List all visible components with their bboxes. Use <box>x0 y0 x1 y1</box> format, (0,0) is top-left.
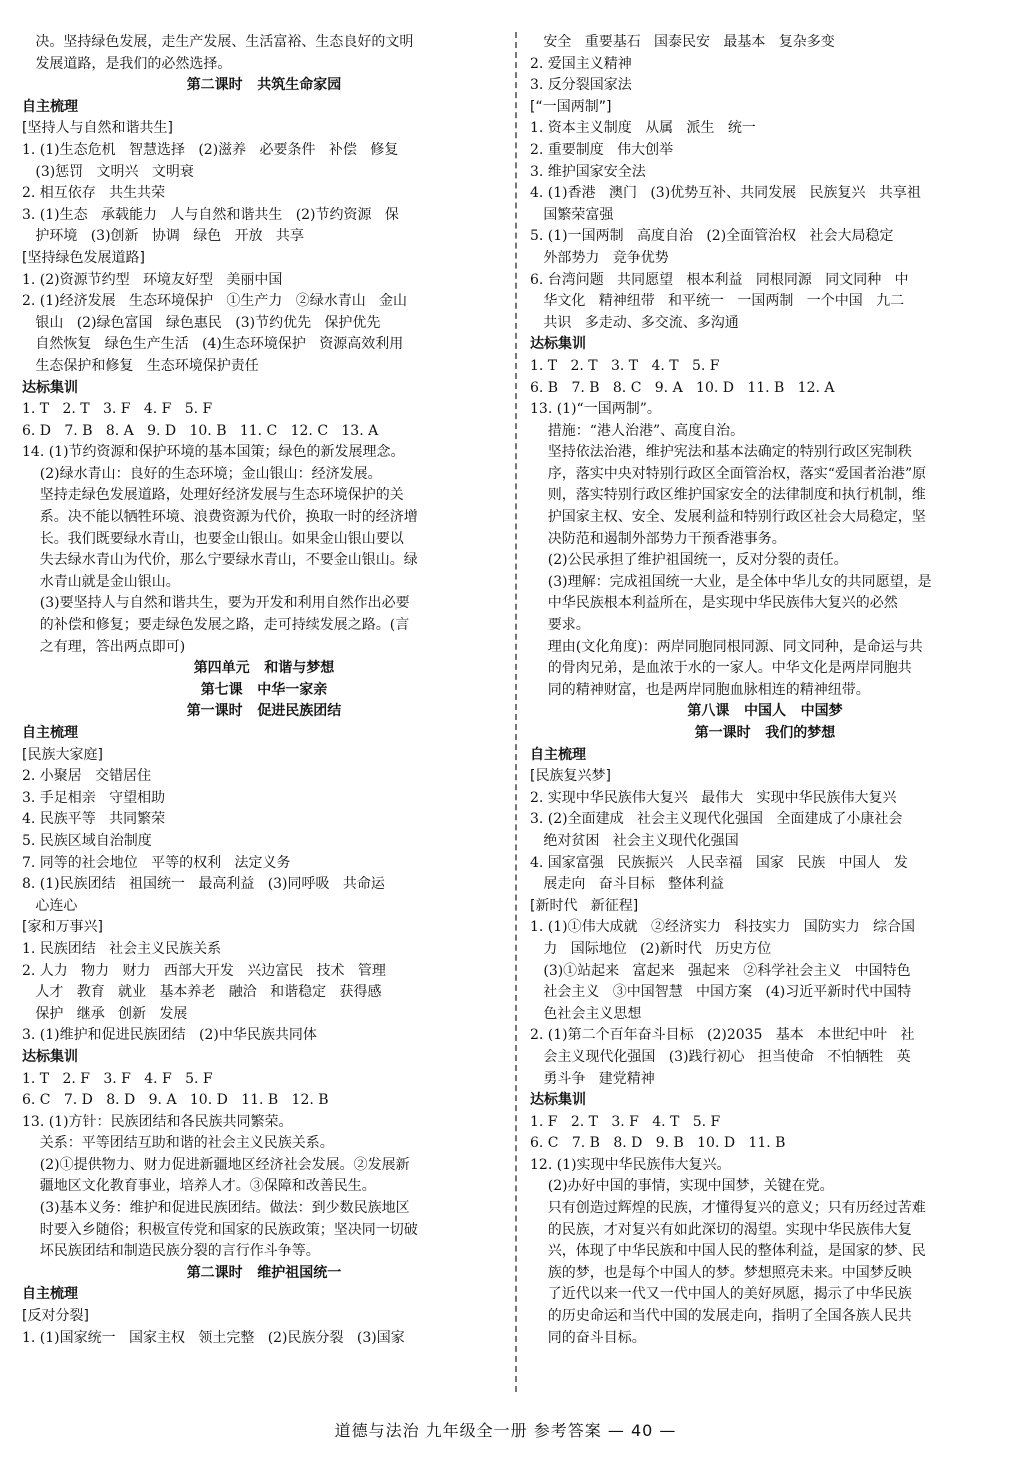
right-text-line: 4. 国家富强 民族振兴 人民幸福 国家 民族 中国人 发 <box>530 854 908 871</box>
left-section-label: 达标集训 <box>22 379 78 396</box>
left-text-line: 1. (1)生态危机 智慧选择 (2)滋养 必要条件 补偿 修复 <box>22 141 399 158</box>
right-text-line: 外部势力 竞争优势 <box>530 249 669 266</box>
page-footer: 道德与法治 九年级全一册 参考答案 — 40 — <box>334 1421 677 1440</box>
left-section-label: 自主梳理 <box>22 725 78 741</box>
left-text-line: 5. 民族区域自治制度 <box>22 832 152 849</box>
right-text-line: 2. (1)第二个百年奋斗目标 (2)2035 基本 本世纪中叶 社 <box>530 1027 915 1044</box>
left-heading: 第二课时 共筑生命家园 <box>186 77 342 94</box>
right-subsection-label: [“一国两制”] <box>530 98 612 115</box>
right-text-line: 的骨肉兄弟，是血浓于水的一家人。中华文化是两岸同胞共 <box>530 660 912 677</box>
left-text-line: 2. 人力 物力 财力 西部大开发 兴边富民 技术 管理 <box>22 962 386 979</box>
right-text-line: 1. T 2. T 3. T 4. T 5. F <box>530 357 720 374</box>
left-text-line: 自然恢复 绿色生产生活 (4)生态环境保护 资源高效利用 <box>22 336 404 353</box>
left-text-line: 长。我们既要绿水青山，也要金山银山。如果金山银山要以 <box>22 530 404 547</box>
right-section-label: 达标集训 <box>530 336 586 353</box>
right-text-line: 勇斗争 建党精神 <box>530 1070 655 1087</box>
right-text-line: (2)公民承担了维护祖国统一，反对分裂的责任。 <box>530 552 848 569</box>
left-text-line: 时要入乡随俗；积极宣传党和国家的民族政策；坚决同一切破 <box>22 1221 418 1238</box>
right-text-line: 力 国际地位 (2)新时代 历史方位 <box>530 940 772 957</box>
left-text-line: 3. 手足相亲 守望相助 <box>22 789 166 806</box>
left-text-line: 生态保护和修复 生态环境保护责任 <box>22 357 259 374</box>
left-subsection-label: [家和万事兴] <box>22 919 103 936</box>
right-text-line: 中华民族根本利益所在，是实现中华民族伟大复兴的必然 <box>530 595 898 612</box>
right-text-line: 6. C 7. B 8. D 9. B 10. D 11. B <box>530 1135 786 1152</box>
right-column <box>530 32 1000 1349</box>
left-text-line: 决。坚持绿色发展，走生产发展、生活富裕、生态良好的文明 <box>22 34 414 50</box>
right-text-line: 5. (1)一国两制 高度自治 (2)全面管治权 社会大局稳定 <box>530 228 894 245</box>
left-section-label: 达标集训 <box>22 1048 78 1065</box>
right-text-line: 2. 重要制度 伟大创举 <box>530 141 674 158</box>
left-text-line: 3. (1)维护和促进民族团结 (2)中华民族共同体 <box>22 1027 317 1044</box>
left-text-line: 7. 同等的社会地位 平等的权利 法定义务 <box>22 854 291 871</box>
left-section-label: 自主梳理 <box>22 98 78 115</box>
right-text-line: 了近代以来一代又一代中国人的美好夙愿，揭示了中华民族 <box>530 1286 912 1303</box>
left-heading: 第一课时 促进民族团结 <box>186 703 342 720</box>
right-text-line: 6. B 7. B 8. C 9. A 10. D 11. B 12. A <box>530 379 835 396</box>
left-text-line: (2)①提供物力、财力促进新疆地区经济社会发展。②发展新 <box>22 1156 410 1173</box>
right-text-line: (3)理解：完成祖国统一大业，是全体中华儿女的共同愿望，是 <box>530 573 932 590</box>
right-text-line: 13. (1)“一国两制”。 <box>530 401 661 418</box>
left-heading: 第四单元 和谐与梦想 <box>193 660 335 677</box>
right-text-line: (3)①站起来 富起来 强起来 ②科学社会主义 中国特色 <box>530 962 911 979</box>
left-text-line: 1. (2)资源节约型 环境友好型 美丽中国 <box>22 271 283 288</box>
right-text-line: (2)办好中国的事情，实现中国梦，关键在党。 <box>530 1178 834 1195</box>
left-text-line: 坚持走绿色发展道路，处理好经济发展与生态环境保护的关 <box>22 487 404 504</box>
right-heading: 第八课 中国人 中国梦 <box>687 703 843 720</box>
left-text-line: 之有理，答出两点即可) <box>22 638 186 655</box>
left-text-line: 水青山就是金山银山。 <box>22 573 180 590</box>
left-text-line: 1. T 2. T 3. F 4. F 5. F <box>22 401 213 418</box>
left-text-line: (3)基本义务：维护和促进民族团结。做法：到少数民族地区 <box>22 1200 410 1217</box>
right-text-line: 6. 台湾问题 共同愿望 根本利益 同根同源 同文同种 中 <box>530 271 909 288</box>
left-text-line: 14. (1)节约资源和保护环境的基本国策；绿色的新发展理念。 <box>22 444 405 461</box>
right-heading: 第一课时 我们的梦想 <box>694 725 836 741</box>
right-text-line: 则，落实特别行政区维护国家安全的法律制度和执行机制，维 <box>530 487 926 504</box>
left-heading: 第二课时 维护祖国统一 <box>186 1264 342 1281</box>
left-text-line: 人才 教育 就业 基本养老 融洽 和谐稳定 获得感 <box>22 984 382 1001</box>
left-text-line: 2. 小聚居 交错居住 <box>22 768 152 785</box>
right-text-line: 序，落实中央对特别行政区全面管治权，落实“爱国者治港”原 <box>530 465 927 482</box>
left-text-line: 系。决不能以牺牲环境、浪费资源为代价，换取一时的经济增 <box>22 509 418 526</box>
left-section-label: 自主梳理 <box>22 1286 78 1303</box>
right-text-line: 绝对贫困 社会主义现代化强国 <box>530 832 739 849</box>
column-divider <box>515 32 517 1392</box>
right-text-line: 12. (1)实现中华民族伟大复兴。 <box>530 1156 731 1173</box>
left-text-line: 1. 民族团结 社会主义民族关系 <box>22 940 222 957</box>
left-text-line: (3)惩罚 文明兴 文明衰 <box>22 163 194 180</box>
left-subsection-label: [反对分裂] <box>22 1308 89 1325</box>
left-text-line: 8. (1)民族团结 祖国统一 最高利益 (3)同呼吸 共命运 <box>22 876 385 893</box>
left-heading: 第七课 中华一家亲 <box>200 681 328 698</box>
left-text-line: 银山 (2)绿色富国 绿色惠民 (3)节约优先 保护优先 <box>22 314 381 331</box>
right-text-line: 1. (1)①伟大成就 ②经济实力 科技实力 国防实力 综合国 <box>530 919 916 936</box>
right-text-line: 国繁荣富强 <box>530 206 614 223</box>
left-text-line: 13. (1)方针：民族团结和各民族共同繁荣。 <box>22 1113 293 1130</box>
left-text-line: 1. (1)国家统一 国家主权 领土完整 (2)民族分裂 (3)国家 <box>22 1329 405 1346</box>
left-text-line: 失去绿水青山为代价，那么宁要绿水青山，不要金山银山。绿 <box>22 552 418 569</box>
right-text-line: 同的精神财富，也是两岸同胞血脉相连的精神纽带。 <box>530 681 870 698</box>
left-text-line: 发展道路，是我们的必然选择。 <box>22 55 232 72</box>
left-text-line: 护环境 (3)创新 协调 绿色 开放 共享 <box>22 228 304 245</box>
right-text-line: 理由(文化角度)：两岸同胞同根同源、同文同种，是命运与共 <box>530 638 923 655</box>
right-text-line: 1. F 2. T 3. F 4. T 5. F <box>530 1113 721 1130</box>
left-subsection-label: [坚持绿色发展道路] <box>22 249 145 266</box>
left-text-line: 1. T 2. F 3. F 4. F 5. F <box>22 1070 213 1087</box>
left-text-line: 心连心 <box>22 897 78 914</box>
left-column <box>22 32 506 1349</box>
left-text-line: 4. 民族平等 共同繁荣 <box>22 811 166 828</box>
right-text-line: 兴，体现了中华民族和中国人民的整体利益，是国家的梦、民 <box>530 1243 926 1260</box>
left-subsection-label: [民族大家庭] <box>22 746 103 763</box>
left-text-line: 6. D 7. B 8. A 9. D 10. B 11. C 12. C 13. A <box>22 422 379 439</box>
right-text-line: 护国家主权、安全、发展利益和特别行政区社会大局稳定，坚 <box>530 509 926 526</box>
left-text-line: 6. C 7. D 8. D 9. A 10. D 11. B 12. B <box>22 1092 329 1109</box>
right-text-line: 的历史命运和当代中国的发展走向，指明了全国各族人民共 <box>530 1308 912 1325</box>
left-text-line: 疆地区文化教育事业，培养人才。③保障和改善民生。 <box>22 1178 376 1195</box>
right-text-line: 安全 重要基石 国泰民安 最基本 复杂多变 <box>530 34 835 50</box>
right-text-line: 要求。 <box>530 617 590 634</box>
right-text-line: 3. 维护国家安全法 <box>530 163 646 180</box>
right-text-line: 社会主义 ③中国智慧 中国方案 (4)习近平新时代中国特 <box>530 984 912 1001</box>
right-text-line: 共识 多走动、多交流、多沟通 <box>530 314 739 331</box>
left-text-line: (3)要坚持人与自然和谐共生，要为开发和利用自然作出必要 <box>22 595 410 612</box>
right-text-line: 4. (1)香港 澳门 (3)优势互补、共同发展 民族复兴 共享祖 <box>530 185 921 202</box>
right-text-line: 同的奋斗目标。 <box>530 1329 646 1346</box>
left-text-line: 关系：平等团结互助和谐的社会主义民族关系。 <box>22 1135 334 1152</box>
right-text-line: 决防范和遏制外部势力干预香港事务。 <box>530 530 786 547</box>
left-text-line: (2)绿水青山：良好的生态环境；金山银山：经济发展。 <box>22 465 382 482</box>
left-text-line: 的补偿和修复；要走绿色发展之路，走可持续发展之路。(言 <box>22 617 410 634</box>
left-text-line: 2. 相互依存 共生共荣 <box>22 185 166 202</box>
right-text-line: 华文化 精神纽带 和平统一 一国两制 一个中国 九二 <box>530 293 905 310</box>
right-text-line: 3. 反分裂国家法 <box>530 77 632 94</box>
right-text-line: 色社会主义思想 <box>530 1005 642 1022</box>
left-text-line: 2. (1)经济发展 生态环境保护 ①生产力 ②绿水青山 金山 <box>22 293 408 310</box>
right-text-line: 2. 实现中华民族伟大复兴 最伟大 实现中华民族伟大复兴 <box>530 789 897 806</box>
right-text-line: 展走向 奋斗目标 整体利益 <box>530 876 725 893</box>
right-section-label: 达标集训 <box>530 1092 586 1109</box>
right-subsection-label: [新时代 新征程] <box>530 897 639 914</box>
right-text-line: 会主义现代化强国 (3)践行初心 担当使命 不怕牺牲 英 <box>530 1048 911 1065</box>
left-text-line: 坏民族团结和制造民族分裂的言行作斗争等。 <box>22 1243 320 1260</box>
right-text-line: 族的梦，也是每个中国人的梦。梦想照亮未来。中国梦反映 <box>530 1264 912 1281</box>
right-text-line: 3. (2)全面建成 社会主义现代化强国 全面建成了小康社会 <box>530 811 903 828</box>
right-text-line: 2. 爱国主义精神 <box>530 55 632 72</box>
right-section-label: 自主梳理 <box>530 746 586 763</box>
left-text-line: 3. (1)生态 承载能力 人与自然和谐共生 (2)节约资源 保 <box>22 206 399 223</box>
left-text-line: 保护 继承 创新 发展 <box>22 1005 188 1022</box>
right-text-line: 的民族，才对复兴有如此深切的渴望。实现中华民族伟大复 <box>530 1221 912 1238</box>
right-text-line: 只有创造过辉煌的民族，才懂得复兴的意义；只有历经过苦难 <box>530 1200 926 1217</box>
right-text-line: 1. 资本主义制度 从属 派生 统一 <box>530 120 756 137</box>
right-text-line: 措施：“港人治港”、高度自治。 <box>530 422 745 439</box>
right-subsection-label: [民族复兴梦] <box>530 768 611 785</box>
right-text-line: 坚持依法治港，维护宪法和基本法确定的特别行政区宪制秩 <box>530 444 912 461</box>
left-subsection-label: [坚持人与自然和谐共生] <box>22 120 173 137</box>
